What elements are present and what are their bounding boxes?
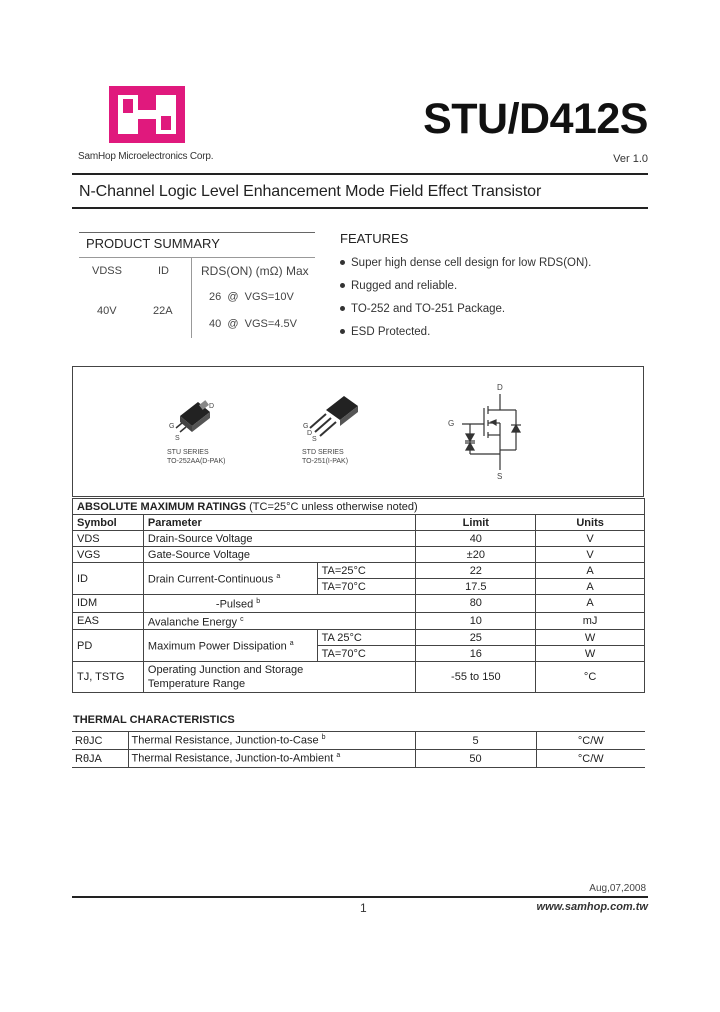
dpak-pin-s: S (175, 435, 180, 442)
table-row (73, 612, 645, 630)
thermal-parameter: Thermal Resistance, Junction-to-Case $^b$ (128, 732, 415, 750)
features-title: FEATURES (340, 231, 409, 246)
amr-note: c (240, 615, 244, 623)
dpak-pin-d: D (209, 403, 215, 410)
schematic-pin-d: D (497, 383, 503, 392)
amr-header-symbol: Symbol (73, 515, 144, 531)
summary-id-value: 22A (153, 305, 173, 317)
amr-limit: 10 (416, 612, 536, 630)
std-package-caption: TO-251(I-PAK) (302, 458, 349, 465)
amr-condition: TA=25°C (317, 563, 416, 579)
summary-col-id: ID (158, 265, 169, 277)
amr-note: b (256, 598, 261, 605)
amr-title: ABSOLUTE MAXIMUM RATINGS (77, 500, 247, 513)
amr-unit: A (536, 579, 645, 595)
amr-symbol: VDS (73, 531, 144, 547)
company-logo (109, 86, 185, 143)
amr-symbol: TJ, TSTG (73, 662, 144, 693)
amr-unit: V (536, 531, 645, 547)
bullet-icon (340, 260, 345, 265)
thermal-unit: °C/W (536, 750, 645, 768)
amr-parameter: Maximum Power Dissipation $^a$ (143, 630, 317, 662)
ipak-pin-d: D (307, 430, 313, 437)
summary-divider (191, 258, 192, 338)
amr-unit: A (536, 595, 645, 613)
amr-condition: TA=70°C (317, 646, 416, 662)
amr-parameter: Avalanche Energy $^c$ (143, 612, 416, 630)
amr-unit: A (536, 563, 645, 579)
document-title: N-Channel Logic Level Enhancement Mode Field Effect Transistor (79, 183, 542, 200)
schematic-pin-s: S (497, 472, 503, 481)
amr-title-note: (TC=25°C unless otherwise noted) (249, 500, 418, 513)
thermal-title: THERMAL CHARACTERISTICS (73, 714, 235, 726)
amr-symbol: PD (73, 630, 144, 662)
stu-package-caption: TO-252AA(D-PAK) (167, 458, 226, 465)
amr-limit: ±20 (416, 547, 536, 563)
dpak-pin-g: G (169, 423, 175, 430)
table-row (73, 547, 645, 563)
amr-note: a (276, 573, 281, 581)
amr-limit: 17.5 (416, 579, 536, 595)
amr-symbol: EAS (73, 612, 144, 630)
summary-rule (79, 257, 315, 258)
header-rule (72, 173, 648, 175)
amr-parameter: Drain-Source Voltage (143, 531, 416, 547)
amr-limit: 22 (416, 563, 536, 579)
summary-col-vdss: VDSS (92, 265, 122, 277)
amr-unit: V (536, 547, 645, 563)
amr-title-row (73, 499, 645, 515)
amr-symbol: ID (73, 563, 144, 595)
summary-top-rule (79, 232, 315, 233)
amr-header-units: Units (536, 515, 645, 531)
amr-unit: mJ (536, 612, 645, 630)
thermal-note: a (336, 752, 341, 760)
summary-vdss-value: 40V (97, 305, 117, 317)
amr-note: a (289, 640, 294, 648)
thermal-parameter: Thermal Resistance, Junction-to-Ambient $^a$ (128, 750, 415, 768)
std-series-caption: STD SERIES (302, 449, 344, 456)
footer-rule (72, 896, 648, 898)
part-number: STU/D412S (423, 95, 648, 143)
amr-symbol: VGS (73, 547, 144, 563)
amr-unit: °C (536, 662, 645, 693)
company-name: SamHop Microelectronics Corp. (78, 151, 214, 162)
amr-limit: -55 to 150 (416, 662, 536, 693)
version: Ver 1.0 (613, 153, 648, 165)
table-row (73, 662, 645, 693)
amr-parameter: Operating Junction and Storage Temperature Range (143, 662, 416, 693)
summary-rds-2: 40 @ VGS=4.5V (209, 318, 297, 330)
thermal-value: 5 (415, 732, 536, 750)
feature-item: ESD Protected. (340, 325, 591, 348)
table-row (73, 563, 645, 579)
bullet-icon (340, 329, 345, 334)
bullet-icon (340, 306, 345, 311)
bullet-icon (340, 283, 345, 288)
table-row (73, 595, 645, 613)
table-row (73, 630, 645, 646)
thermal-note: b (321, 734, 326, 742)
ipak-pin-g: G (303, 423, 309, 430)
amr-symbol: IDM (73, 595, 144, 613)
amr-header-parameter: Parameter (143, 515, 416, 531)
website-link[interactable]: www.samhop.com.tw (536, 901, 648, 913)
thermal-characteristics-table (72, 731, 645, 768)
amr-parameter: -Pulsed $^b$ (143, 595, 416, 613)
stu-series-caption: STU SERIES (167, 449, 209, 456)
schematic-pin-g: G (448, 419, 455, 428)
features-list (340, 256, 591, 348)
amr-header-row (73, 515, 645, 531)
title-rule (72, 207, 648, 209)
product-summary-title: PRODUCT SUMMARY (86, 236, 220, 251)
amr-condition: TA=70°C (317, 579, 416, 595)
thermal-unit: °C/W (536, 732, 645, 750)
feature-item: Super high dense cell design for low RDS(ON). (340, 256, 591, 279)
amr-limit: 40 (416, 531, 536, 547)
page-number: 1 (360, 901, 367, 915)
summary-rds-1: 26 @ VGS=10V (209, 291, 294, 303)
amr-header-limit: Limit (416, 515, 536, 531)
table-row (73, 531, 645, 547)
amr-limit: 16 (416, 646, 536, 662)
table-row (72, 732, 645, 750)
thermal-symbol: RθJC (72, 732, 128, 750)
document-date: Aug,07,2008 (589, 883, 646, 894)
summary-col-rds: RDS(ON) (mΩ) Max (201, 264, 309, 278)
amr-condition: TA 25°C (317, 630, 416, 646)
amr-parameter: Gate-Source Voltage (143, 547, 416, 563)
feature-item: Rugged and reliable. (340, 279, 591, 302)
absolute-maximum-ratings-table (72, 498, 645, 693)
amr-unit: W (536, 646, 645, 662)
amr-limit: 25 (416, 630, 536, 646)
ipak-pin-s: S (312, 436, 317, 443)
amr-parameter: Drain Current-Continuous $^a$ (143, 563, 317, 595)
amr-limit: 80 (416, 595, 536, 613)
thermal-value: 50 (415, 750, 536, 768)
feature-item: TO-252 and TO-251 Package. (340, 302, 591, 325)
amr-unit: W (536, 630, 645, 646)
mosfet-schematic-symbol (452, 392, 532, 477)
thermal-symbol: RθJA (72, 750, 128, 768)
table-row (72, 750, 645, 768)
